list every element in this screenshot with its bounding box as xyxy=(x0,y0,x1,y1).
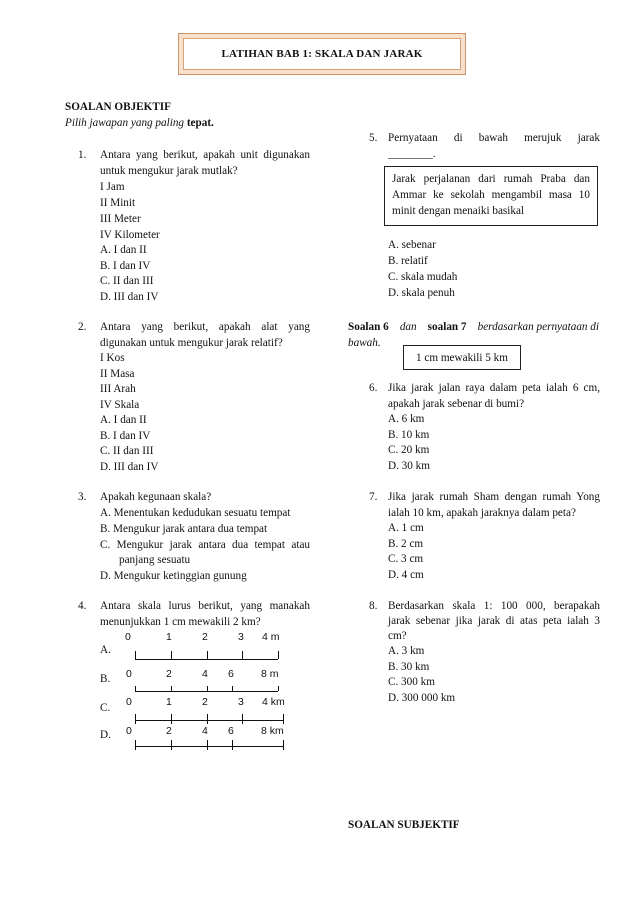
option-d[interactable]: D. xyxy=(100,729,111,741)
option-a[interactable]: A. Menentukan kedudukan sesuatu tempat xyxy=(100,507,291,519)
scale-b-tick xyxy=(278,686,279,691)
scale-d-tick xyxy=(171,740,172,750)
option-d[interactable]: D. 30 km xyxy=(388,460,430,472)
scale-c-tick xyxy=(242,714,243,724)
option-c[interactable]: C. 20 km xyxy=(388,444,430,456)
option-b[interactable]: B. I dan IV xyxy=(100,260,151,272)
scale-d-bar xyxy=(135,746,283,747)
scale-c-tick xyxy=(283,714,284,724)
scale-a-label: 1 xyxy=(166,631,172,643)
scale-a-tick xyxy=(171,651,172,659)
option-c[interactable]: C. II dan III xyxy=(100,275,154,287)
scale-a-label: 3 xyxy=(238,631,244,643)
option-d[interactable]: D. 4 cm xyxy=(388,569,424,581)
scale-d-tick xyxy=(232,740,233,750)
scale-c-label: 0 xyxy=(126,696,132,708)
scale-c-label: 4 km xyxy=(262,696,285,708)
page-title: LATIHAN BAB 1: SKALA DAN JARAK xyxy=(183,38,461,70)
scale-a-tick xyxy=(135,651,136,659)
scale-a-bar xyxy=(135,659,278,660)
option-c[interactable]: C. xyxy=(100,702,111,714)
option-a[interactable]: A. 6 km xyxy=(388,413,425,425)
scale-a-tick xyxy=(207,651,208,659)
section-subjective-title: SOALAN SUBJEKTIF xyxy=(348,819,460,831)
scale-c-tick xyxy=(171,714,172,724)
scale-b-label: 2 xyxy=(166,668,172,680)
option-d[interactable]: D. III dan IV xyxy=(100,291,159,303)
scale-b-tick xyxy=(232,686,233,691)
scale-c-bar xyxy=(135,720,283,721)
option-b[interactable]: B. 2 cm xyxy=(388,538,424,550)
option-a[interactable]: A. I dan II xyxy=(100,244,147,256)
option-b[interactable]: B. xyxy=(100,673,111,685)
option-b[interactable]: B. Mengukur jarak antara dua tempat xyxy=(100,523,268,535)
option-b[interactable]: B. I dan IV xyxy=(100,430,151,442)
section-objective-title: SOALAN OBJEKTIF xyxy=(65,101,171,113)
option-a[interactable]: A. I dan II xyxy=(100,414,147,426)
option-a[interactable]: A. 1 cm xyxy=(388,522,424,534)
option-a[interactable]: A. sebenar xyxy=(388,239,436,251)
scale-a-label: 4 m xyxy=(262,631,280,643)
scale-a-label: 0 xyxy=(125,631,131,643)
option-c[interactable]: C. skala mudah xyxy=(388,271,458,283)
scale-b-bar xyxy=(135,691,278,692)
scale-c-tick xyxy=(135,714,136,724)
scale-d-label: 6 xyxy=(228,725,234,737)
option-a[interactable]: A. 3 km xyxy=(388,645,425,657)
scale-c-label: 2 xyxy=(202,696,208,708)
scale-b-tick xyxy=(207,686,208,691)
scale-b-label: 0 xyxy=(126,668,132,680)
scale-d-label: 0 xyxy=(126,725,132,737)
scale-d-label: 2 xyxy=(166,725,172,737)
option-c[interactable]: C. II dan III xyxy=(100,445,154,457)
scale-c-label: 1 xyxy=(166,696,172,708)
option-d[interactable]: D. Mengukur ketinggian gunung xyxy=(100,570,247,582)
option-c[interactable]: C. 3 cm xyxy=(388,553,424,565)
scale-b-label: 4 xyxy=(202,668,208,680)
option-c[interactable]: C. Mengukur jarak antara dua tempat atau xyxy=(100,539,310,551)
scale-c-tick xyxy=(207,714,208,724)
answer-blank: ________. xyxy=(388,148,436,160)
option-d[interactable]: D. skala penuh xyxy=(388,287,455,299)
option-a[interactable]: A. xyxy=(100,644,111,656)
option-b[interactable]: B. 30 km xyxy=(388,661,430,673)
scale-d-label: 4 xyxy=(202,725,208,737)
option-d[interactable]: D. III dan IV xyxy=(100,461,159,473)
scale-c-label: 3 xyxy=(238,696,244,708)
option-d[interactable]: D. 300 000 km xyxy=(388,692,456,704)
option-c[interactable]: C. 300 km xyxy=(388,676,435,688)
scale-d-tick xyxy=(135,740,136,750)
option-b[interactable]: B. relatif xyxy=(388,255,428,267)
scale-statement-box: 1 cm mewakili 5 km xyxy=(403,345,521,370)
scale-d-label: 8 km xyxy=(261,725,284,737)
scale-b-tick xyxy=(171,686,172,691)
title-frame xyxy=(178,33,466,75)
scale-a-tick xyxy=(242,651,243,659)
section-instruction: Pilih jawapan yang paling tepat. xyxy=(65,117,214,129)
scale-d-tick xyxy=(207,740,208,750)
statement-box: Jarak perjalanan dari rumah Praba dan Ammar ke sekolah mengambil masa 10 minit dengan menaiki basikal xyxy=(384,166,598,226)
scale-a-label: 2 xyxy=(202,631,208,643)
scale-b-tick xyxy=(135,686,136,691)
option-b[interactable]: B. 10 km xyxy=(388,429,430,441)
scale-b-label: 8 m xyxy=(261,668,279,680)
scale-b-label: 6 xyxy=(228,668,234,680)
scale-a-tick xyxy=(278,651,279,659)
scale-d-tick xyxy=(283,740,284,750)
